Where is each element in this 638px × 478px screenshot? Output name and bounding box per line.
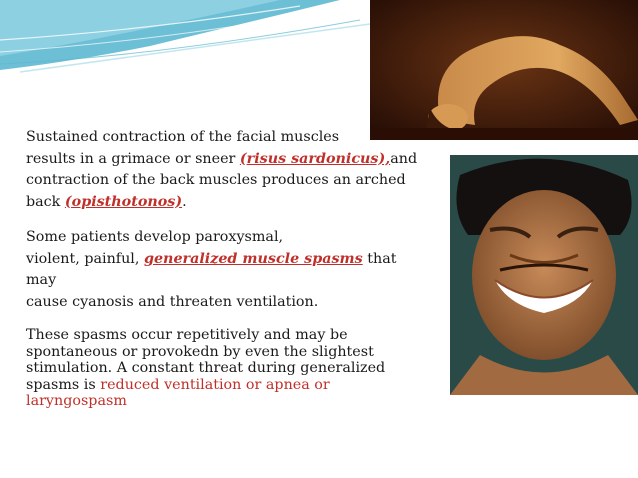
laryngospasm-term: laryngospasm (26, 393, 127, 409)
p3-text-c: stimulation. A constant threat during generalized (26, 360, 386, 376)
p1-text-e: back (26, 193, 61, 210)
p1-text-c: and (390, 150, 418, 167)
p3-text-d: spasms is (26, 376, 96, 393)
reduced-ventilation-term: reduced ventilation or apnea or (100, 376, 330, 393)
p2-text-b: violent, painful, (26, 250, 140, 267)
paragraph-1 (26, 127, 438, 213)
p1-text-d: contraction of the back muscles produces an arched (26, 172, 406, 188)
risus-sardonicus-image (450, 155, 638, 395)
p1-text-b: results in a grimace or sneer (26, 150, 236, 167)
p3-text-a: These spasms occur repetitively and may be (26, 327, 348, 343)
generalized-spasms-term: generalized muscle spasms (143, 250, 363, 267)
p2-text-d: may (26, 272, 57, 288)
p2-text-a: Some patients develop paroxysmal, (26, 229, 284, 245)
p3-text-b: spontaneous or provokedn by even the slightest (26, 343, 374, 360)
p2-text-e: cause cyanosis and threaten ventilation. (26, 293, 319, 310)
decorative-swoosh (0, 0, 400, 80)
opisthotonos-image (370, 0, 638, 140)
risus-sardonicus-term: (risus sardonicus), (239, 150, 391, 167)
p1-text-f: . (182, 193, 187, 210)
paragraph-3 (26, 327, 438, 410)
p2-text-c: that (367, 250, 397, 267)
p1-text-a: Sustained contraction of the facial muscles (26, 129, 340, 145)
opisthotonos-term: (opisthotonos) (64, 193, 183, 210)
body-text (26, 127, 438, 410)
paragraph-2 (26, 227, 438, 313)
